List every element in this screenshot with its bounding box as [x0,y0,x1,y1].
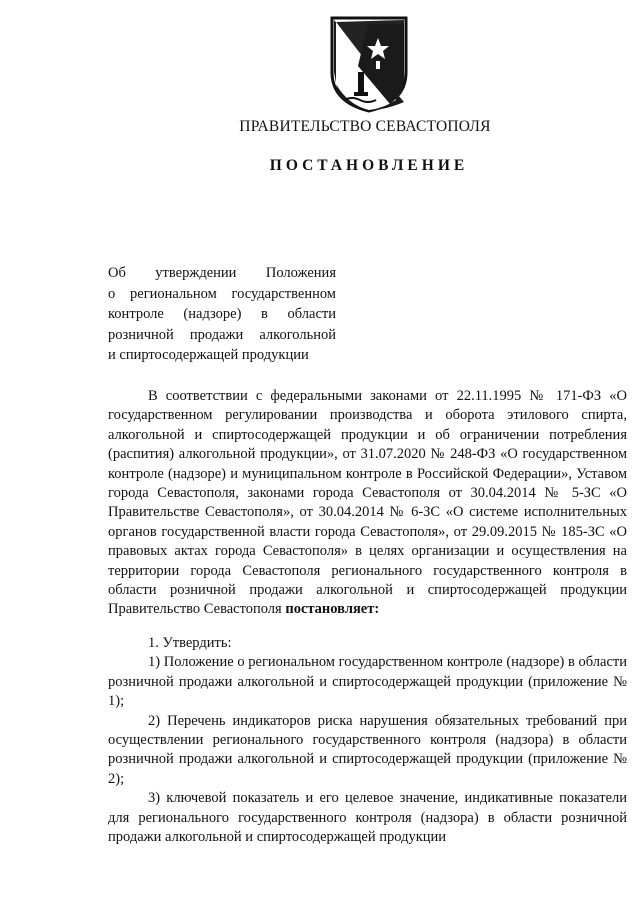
subject-line: Об утверждении Положения [108,265,336,281]
preamble-resolves: постановляет: [285,601,380,618]
sevastopol-coat-of-arms-icon [328,14,410,114]
subject-line: и спиртосодержащей продукции [108,347,309,363]
organization-title: ПРАВИТЕЛЬСТВО СЕВАСТОПОЛЯ [239,118,491,135]
subject-line: розничной продажи алкогольной [108,326,336,343]
preamble-text: В соответствии с федеральными законами от 22.11.1995 № 171-ФЗ «О государственном регулировании производства и оборота этилового спирта, алкогольной и спиртосодержащей продукции и об ограничении потребления (распития) алкогольной продукции», от 31.07.2020 № 248-ФЗ «О государственном контроле (надзоре) и муниципальном контроле в Российской Федерации», Уставом города Севастополя, законами города Севастополя от 30.04.2014 № 5-ЗС «О Правительстве Севастополя», от 30.04.2014 № 6-ЗС «О системе исполнительных органов государственной власти города Севастополя», от 29.09.2015 № 185-ЗС «О правовых актах города Севастополя» в целях организации и осуществления на территории города Севастополя регионального государственного контроля в области розничной продажи алкогольной и спиртосодержащей продукции Правительство Севастополя [108,388,627,618]
preamble-paragraph [108,387,627,620]
subject-line: контроле (надзоре) в области [108,306,336,322]
clause-item: 1) Положение о региональном государственном контроле (надзоре) в области розничной продажи алкогольной и спиртосодержащей продукции (приложение № 1); [108,654,627,710]
document-subject [108,263,336,366]
subject-line: о региональном государственном [108,285,336,302]
clause-item: 3) ключевой показатель и его целевое значение, индикативные показатели для регионального государственного контроля (надзора) в области розничной продажи алкогольной и спиртосодержащей продукции [108,790,627,845]
clause-heading: 1. Утвердить: [148,634,232,651]
document-type-title: ПОСТАНОВЛЕНИЕ [269,157,469,174]
document-body [108,387,627,847]
clause-item: 2) Перечень индикаторов риска нарушения обязательных требований при осуществлении регионального государственного контроля (надзора) в области розничной продажи алкогольной и спиртосодержащей продукции (приложение № 2); [108,712,627,787]
